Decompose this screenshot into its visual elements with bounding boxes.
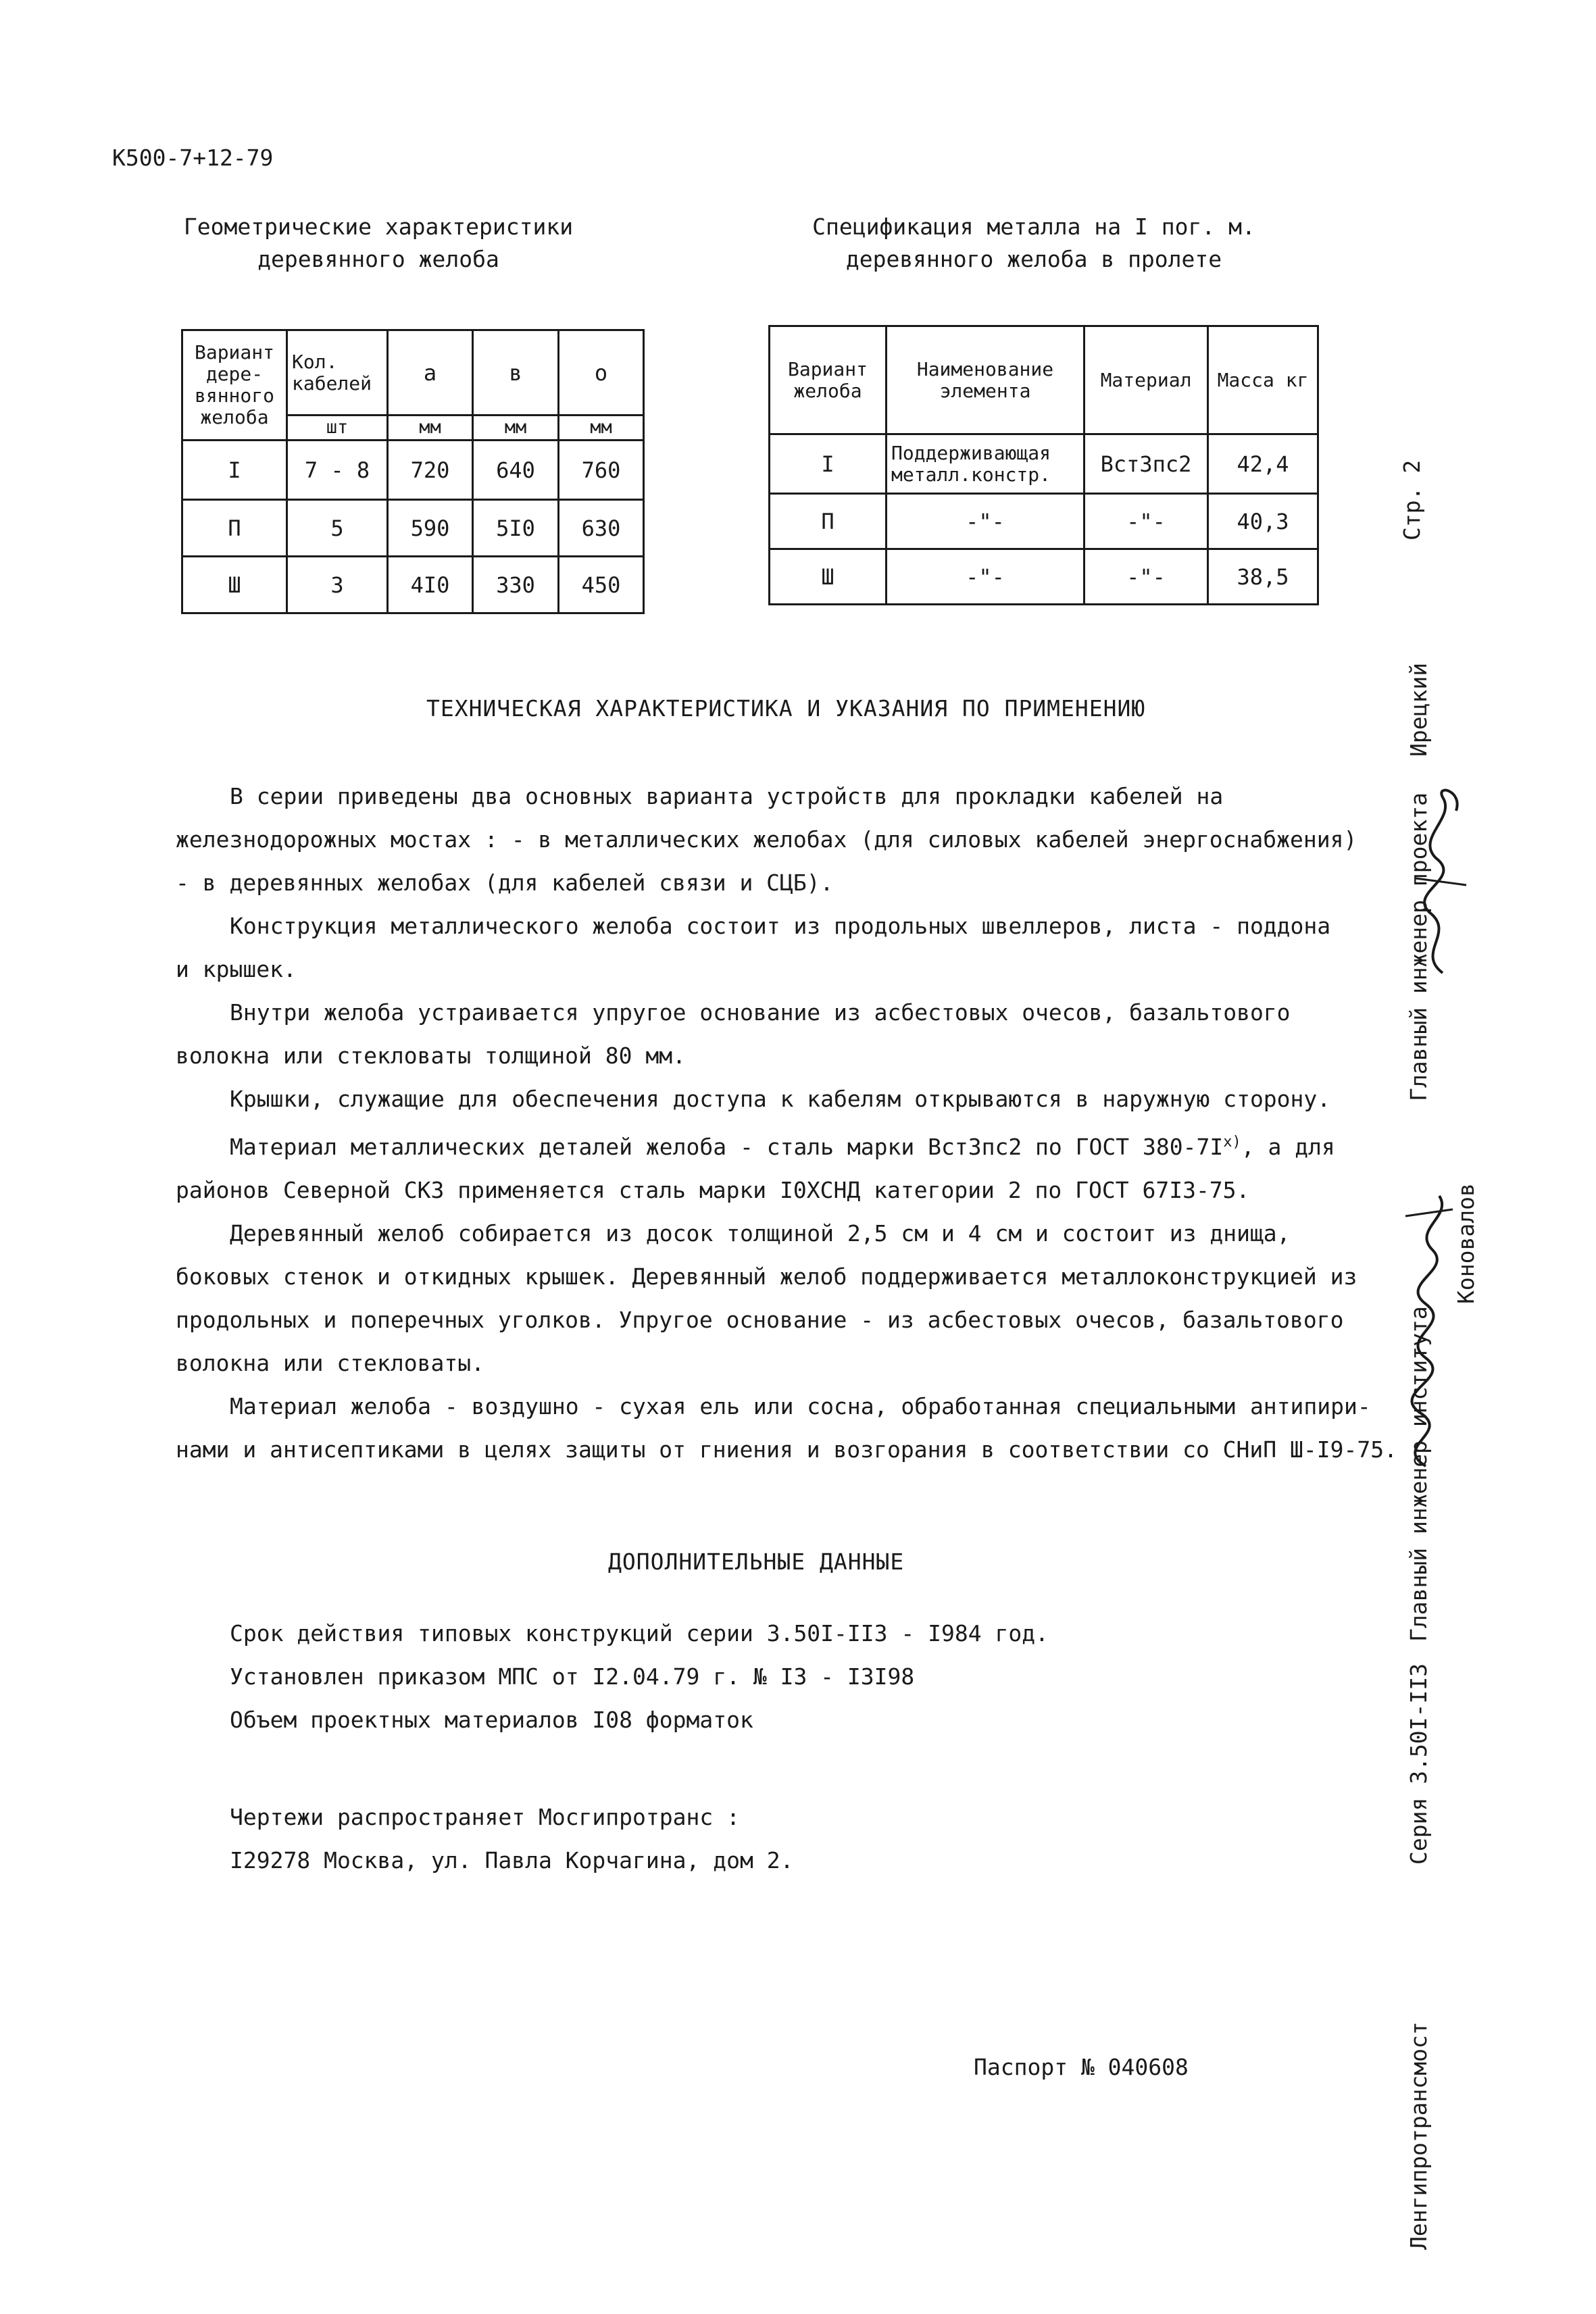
- table-row: [770, 434, 1318, 494]
- paragraph-line: Внутри желоба устраивается упругое основание из асбестовых очесов, базальтового: [230, 999, 1291, 1026]
- geom-cell-count: 7 - 8: [287, 441, 388, 500]
- spec-cell-material: -"-: [1084, 494, 1208, 549]
- distribution-info: [230, 1796, 793, 1882]
- paragraph-line: и крышек.: [176, 956, 297, 982]
- geom-unit-b: мм: [473, 416, 559, 441]
- geom-header-count: Кол. кабелей: [287, 330, 388, 416]
- spec-cell-material: ВстЗпс2: [1084, 434, 1208, 494]
- geom-cell-a: 720: [388, 441, 473, 500]
- additional-line: Срок действия типовых конструкций серии 3.50I-II3 - I984 год.: [230, 1620, 1049, 1646]
- paragraph-line: боковых стенок и откидных крышек. Деревянный желоб поддерживается металлоконструкцией из: [176, 1263, 1357, 1290]
- geom-header-a: а: [388, 330, 473, 416]
- spec-cell-mass: 42,4: [1208, 434, 1318, 494]
- spec-caption-line1: Спецификация металла на I пог. м.: [812, 213, 1255, 240]
- geom-cell-b: 5I0: [473, 500, 559, 557]
- paragraph-line: [230, 1121, 1378, 1169]
- page-number: Стр. 2: [1399, 459, 1425, 540]
- spec-cell-name: -"-: [887, 494, 1084, 549]
- spec-table: [768, 325, 1319, 605]
- paragraph-line: волокна или стекловаты толщиной 80 мм.: [176, 1042, 686, 1069]
- tech-heading: ТЕХНИЧЕСКАЯ ХАРАКТЕРИСТИКА И УКАЗАНИЯ ПО ПРИМЕНЕНИЮ: [426, 695, 1146, 722]
- distribution-line: I29278 Москва, ул. Павла Корчагина, дом 2.: [230, 1847, 794, 1873]
- spec-cell-name: Поддерживающая металл.констр.: [887, 434, 1084, 494]
- geom-cell-c: 760: [559, 441, 644, 500]
- spec-table-caption: [797, 211, 1270, 276]
- geom-cell-a: 590: [388, 500, 473, 557]
- table-row: [182, 500, 644, 557]
- signature-project-icon: [1402, 777, 1476, 980]
- footnote-mark: х): [1223, 1134, 1241, 1151]
- geom-header-c: о: [559, 330, 644, 416]
- geom-table: [181, 329, 645, 614]
- geom-cell-count: 5: [287, 500, 388, 557]
- spec-header-mass: Масса кг: [1208, 326, 1318, 434]
- geom-unit-c: мм: [559, 416, 644, 441]
- spec-cell-mass: 40,3: [1208, 494, 1318, 549]
- tech-body: [176, 775, 1397, 1472]
- signature-institute-icon: [1385, 1189, 1466, 1473]
- chief-engineer-inst-label: Главный инженер института: [1405, 1306, 1432, 1642]
- series-label: Серия 3.50I-II3: [1405, 1663, 1432, 1865]
- spec-cell-material: -"-: [1084, 549, 1208, 605]
- paragraph-line: Конструкция металлического желоба состоит из продольных швеллеров, листа - поддона: [230, 913, 1331, 939]
- passport-number: Паспорт № 040608: [974, 2054, 1189, 2080]
- spec-header-name: Наименование элемента: [887, 326, 1084, 434]
- paragraph-line: волокна или стекловаты.: [176, 1350, 484, 1376]
- geom-cell-c: 630: [559, 500, 644, 557]
- document-code: К500-7+12-79: [112, 145, 274, 171]
- geom-header-b: в: [473, 330, 559, 416]
- geom-header-variant: Вариант дере-вянного желоба: [182, 330, 287, 441]
- spec-cell-name: -"-: [887, 549, 1084, 605]
- additional-heading: ДОПОЛНИТЕЛЬНЫЕ ДАННЫЕ: [608, 1549, 905, 1575]
- additional-line: Объем проектных материалов I08 форматок: [230, 1707, 753, 1733]
- additional-line: Установлен приказом МПС от I2.04.79 г. № I3 - I3I98: [230, 1663, 915, 1690]
- additional-data: [230, 1612, 1049, 1742]
- paragraph-line: продольных и поперечных уголков. Упругое основание - из асбестовых очесов, базальтового: [176, 1307, 1344, 1333]
- geom-cell-c: 450: [559, 557, 644, 613]
- paragraph-line: В серии приведены два основных варианта устройств для прокладки кабелей на: [230, 783, 1224, 809]
- paragraph-line: - в деревянных желобах (для кабелей связи и СЦБ).: [176, 870, 834, 896]
- table-row: [182, 557, 644, 613]
- paragraph-line: нами и антисептиками в целях защиты от гниения и возгорания в соответствии со СНиП Ш-I9-75.: [176, 1436, 1397, 1463]
- geom-caption-line2: деревянного желоба: [257, 246, 499, 272]
- geom-unit-a: мм: [388, 416, 473, 441]
- table-row: [182, 441, 644, 500]
- spec-header-variant: Вариант желоба: [770, 326, 887, 434]
- paragraph-line: Крышки, служащие для обеспечения доступа к кабелям открываются в наружную сторону.: [230, 1086, 1331, 1112]
- spec-cell-variant: П: [770, 494, 887, 549]
- paragraph-line: железнодорожных мостах : - в металлических желобах (для силовых кабелей энергоснабжения): [176, 826, 1357, 853]
- organization-label: Ленгипротрансмост: [1405, 2021, 1432, 2250]
- spec-header-material: Материал: [1084, 326, 1208, 434]
- geom-cell-variant: П: [182, 500, 287, 557]
- paragraph-line: Материал желоба - воздушно - сухая ель или сосна, обработанная специальными антипири-: [230, 1393, 1371, 1419]
- chief-engineer-project-label: Главный инженер проекта: [1405, 793, 1432, 1101]
- geom-table-caption: [142, 211, 615, 276]
- paragraph-text: Материал металлических деталей желоба - сталь марки ВстЗпс2 по ГОСТ 380-7I: [230, 1134, 1224, 1160]
- geom-cell-b: 640: [473, 441, 559, 500]
- distribution-line: Чертежи распространяет Мосгипротранс :: [230, 1804, 740, 1830]
- paragraph-text: , а для: [1241, 1134, 1335, 1160]
- geom-unit-count: шт: [287, 416, 388, 441]
- geom-cell-variant: I: [182, 441, 287, 500]
- spec-cell-variant: I: [770, 434, 887, 494]
- geom-cell-count: 3: [287, 557, 388, 613]
- chief-engineer-inst-name: Коновалов: [1453, 1183, 1479, 1304]
- spec-cell-variant: Ш: [770, 549, 887, 605]
- geom-caption-line1: Геометрические характеристики: [183, 213, 574, 240]
- spec-caption-line2: деревянного желоба в пролете: [845, 246, 1222, 272]
- geom-cell-variant: Ш: [182, 557, 287, 613]
- geom-cell-a: 4I0: [388, 557, 473, 613]
- spec-cell-mass: 38,5: [1208, 549, 1318, 605]
- table-row: [770, 494, 1318, 549]
- chief-engineer-project-name: Ирецкий: [1405, 662, 1432, 757]
- table-row: [770, 549, 1318, 605]
- paragraph-line: районов Северной СКЗ применяется сталь марки I0ХСНД категории 2 по ГОСТ 67I3-75.: [176, 1177, 1250, 1203]
- geom-cell-b: 330: [473, 557, 559, 613]
- paragraph-line: Деревянный желоб собирается из досок толщиной 2,5 см и 4 см и состоит из днища,: [230, 1220, 1291, 1247]
